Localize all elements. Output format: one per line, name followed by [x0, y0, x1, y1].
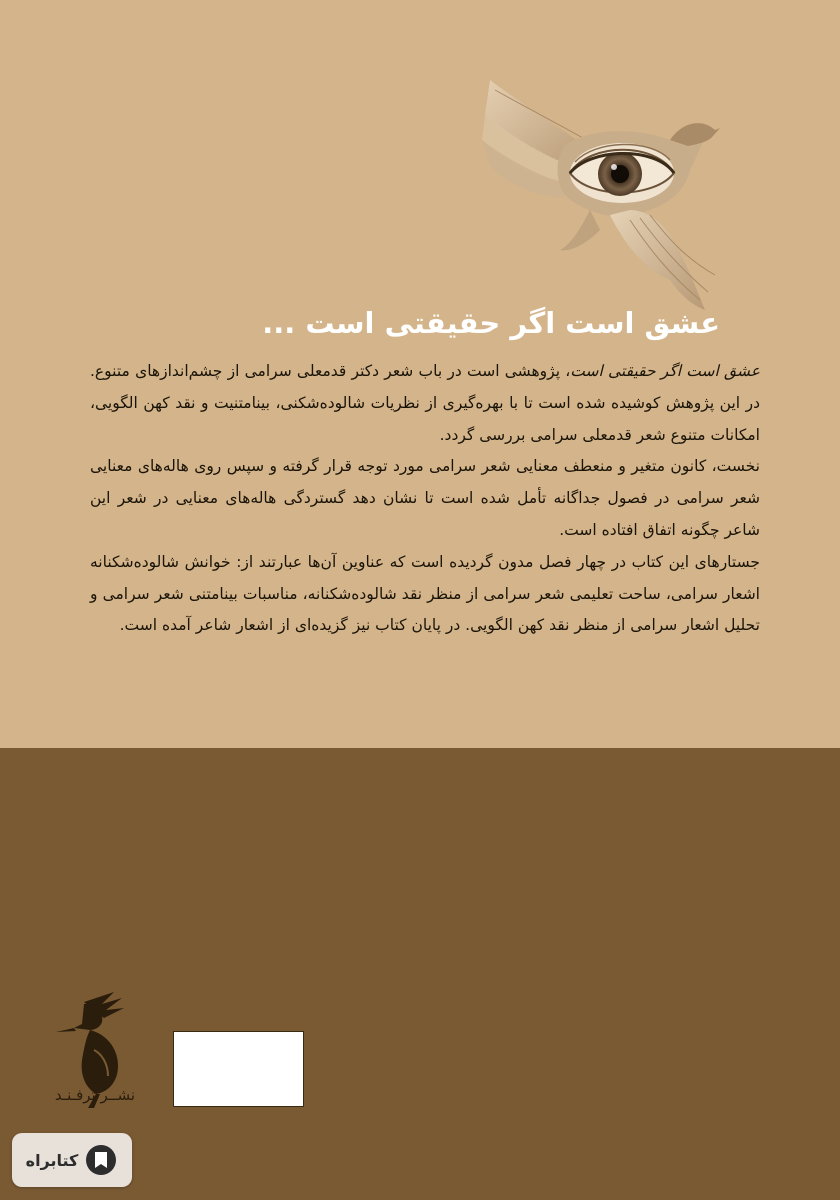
ketabrah-logo-icon — [84, 1143, 118, 1177]
cover-bottom-panel — [0, 748, 840, 1200]
blurb-paragraph-1 — [90, 356, 760, 451]
blurb-italic-title: عشق است اگر حقیقتی است — [570, 362, 760, 380]
book-title: عشق است اگر حقیقتی است ... — [262, 306, 720, 340]
blurb-paragraph-2: نخست، کانون متغیر و منعطف معنایی شعر سرامی مورد توجه قرار گرفته و سپس روی هاله‌های معنایی شعر سرامی در فصول جداگانه تأمل شده است تا نشان دهد گستردگی هاله‌های معنایی در شعر این شاعر چگونه اتفاق افتاده است. — [90, 457, 760, 539]
bird-eye-illustration — [470, 70, 730, 315]
blurb-text — [90, 356, 760, 642]
watermark-label: کتابراه — [25, 1150, 79, 1170]
publisher-name: نشــر ترفـنـد — [54, 1086, 136, 1104]
blurb-paragraph-3: جستارهای این کتاب در چهار فصل مدون گردیده است که عناوین آن‌ها عبارتند از: خوانش شالوده‌شکنانه اشعار سرامی، ساحت تعلیمی شعر سرامی از منظر نقد شالوده‌شکنانه، مناسبات بینامتنی شعر سرامی و تحلیل اشعار سرامی از منظر نقد کهن الگویی. در پایان کتاب نیز گزیده‌ای از اشعار شاعر آمده است. — [90, 552, 760, 635]
barcode-placeholder — [173, 1031, 304, 1107]
blurb-paragraph-1-text: ، پژوهشی است در باب شعر دکتر قدمعلی سرامی از چشم‌اندازهای متنوع. در این پژوهش کوشیده شده است تا با بهره‌گیری از نظریات شالوده‌شکنی، بینامتنیت و نقد کهن الگویی، امکانات متنوع شعر قدمعلی سرامی بررسی گردد. — [90, 362, 760, 444]
ketabrah-watermark[interactable] — [12, 1133, 132, 1187]
